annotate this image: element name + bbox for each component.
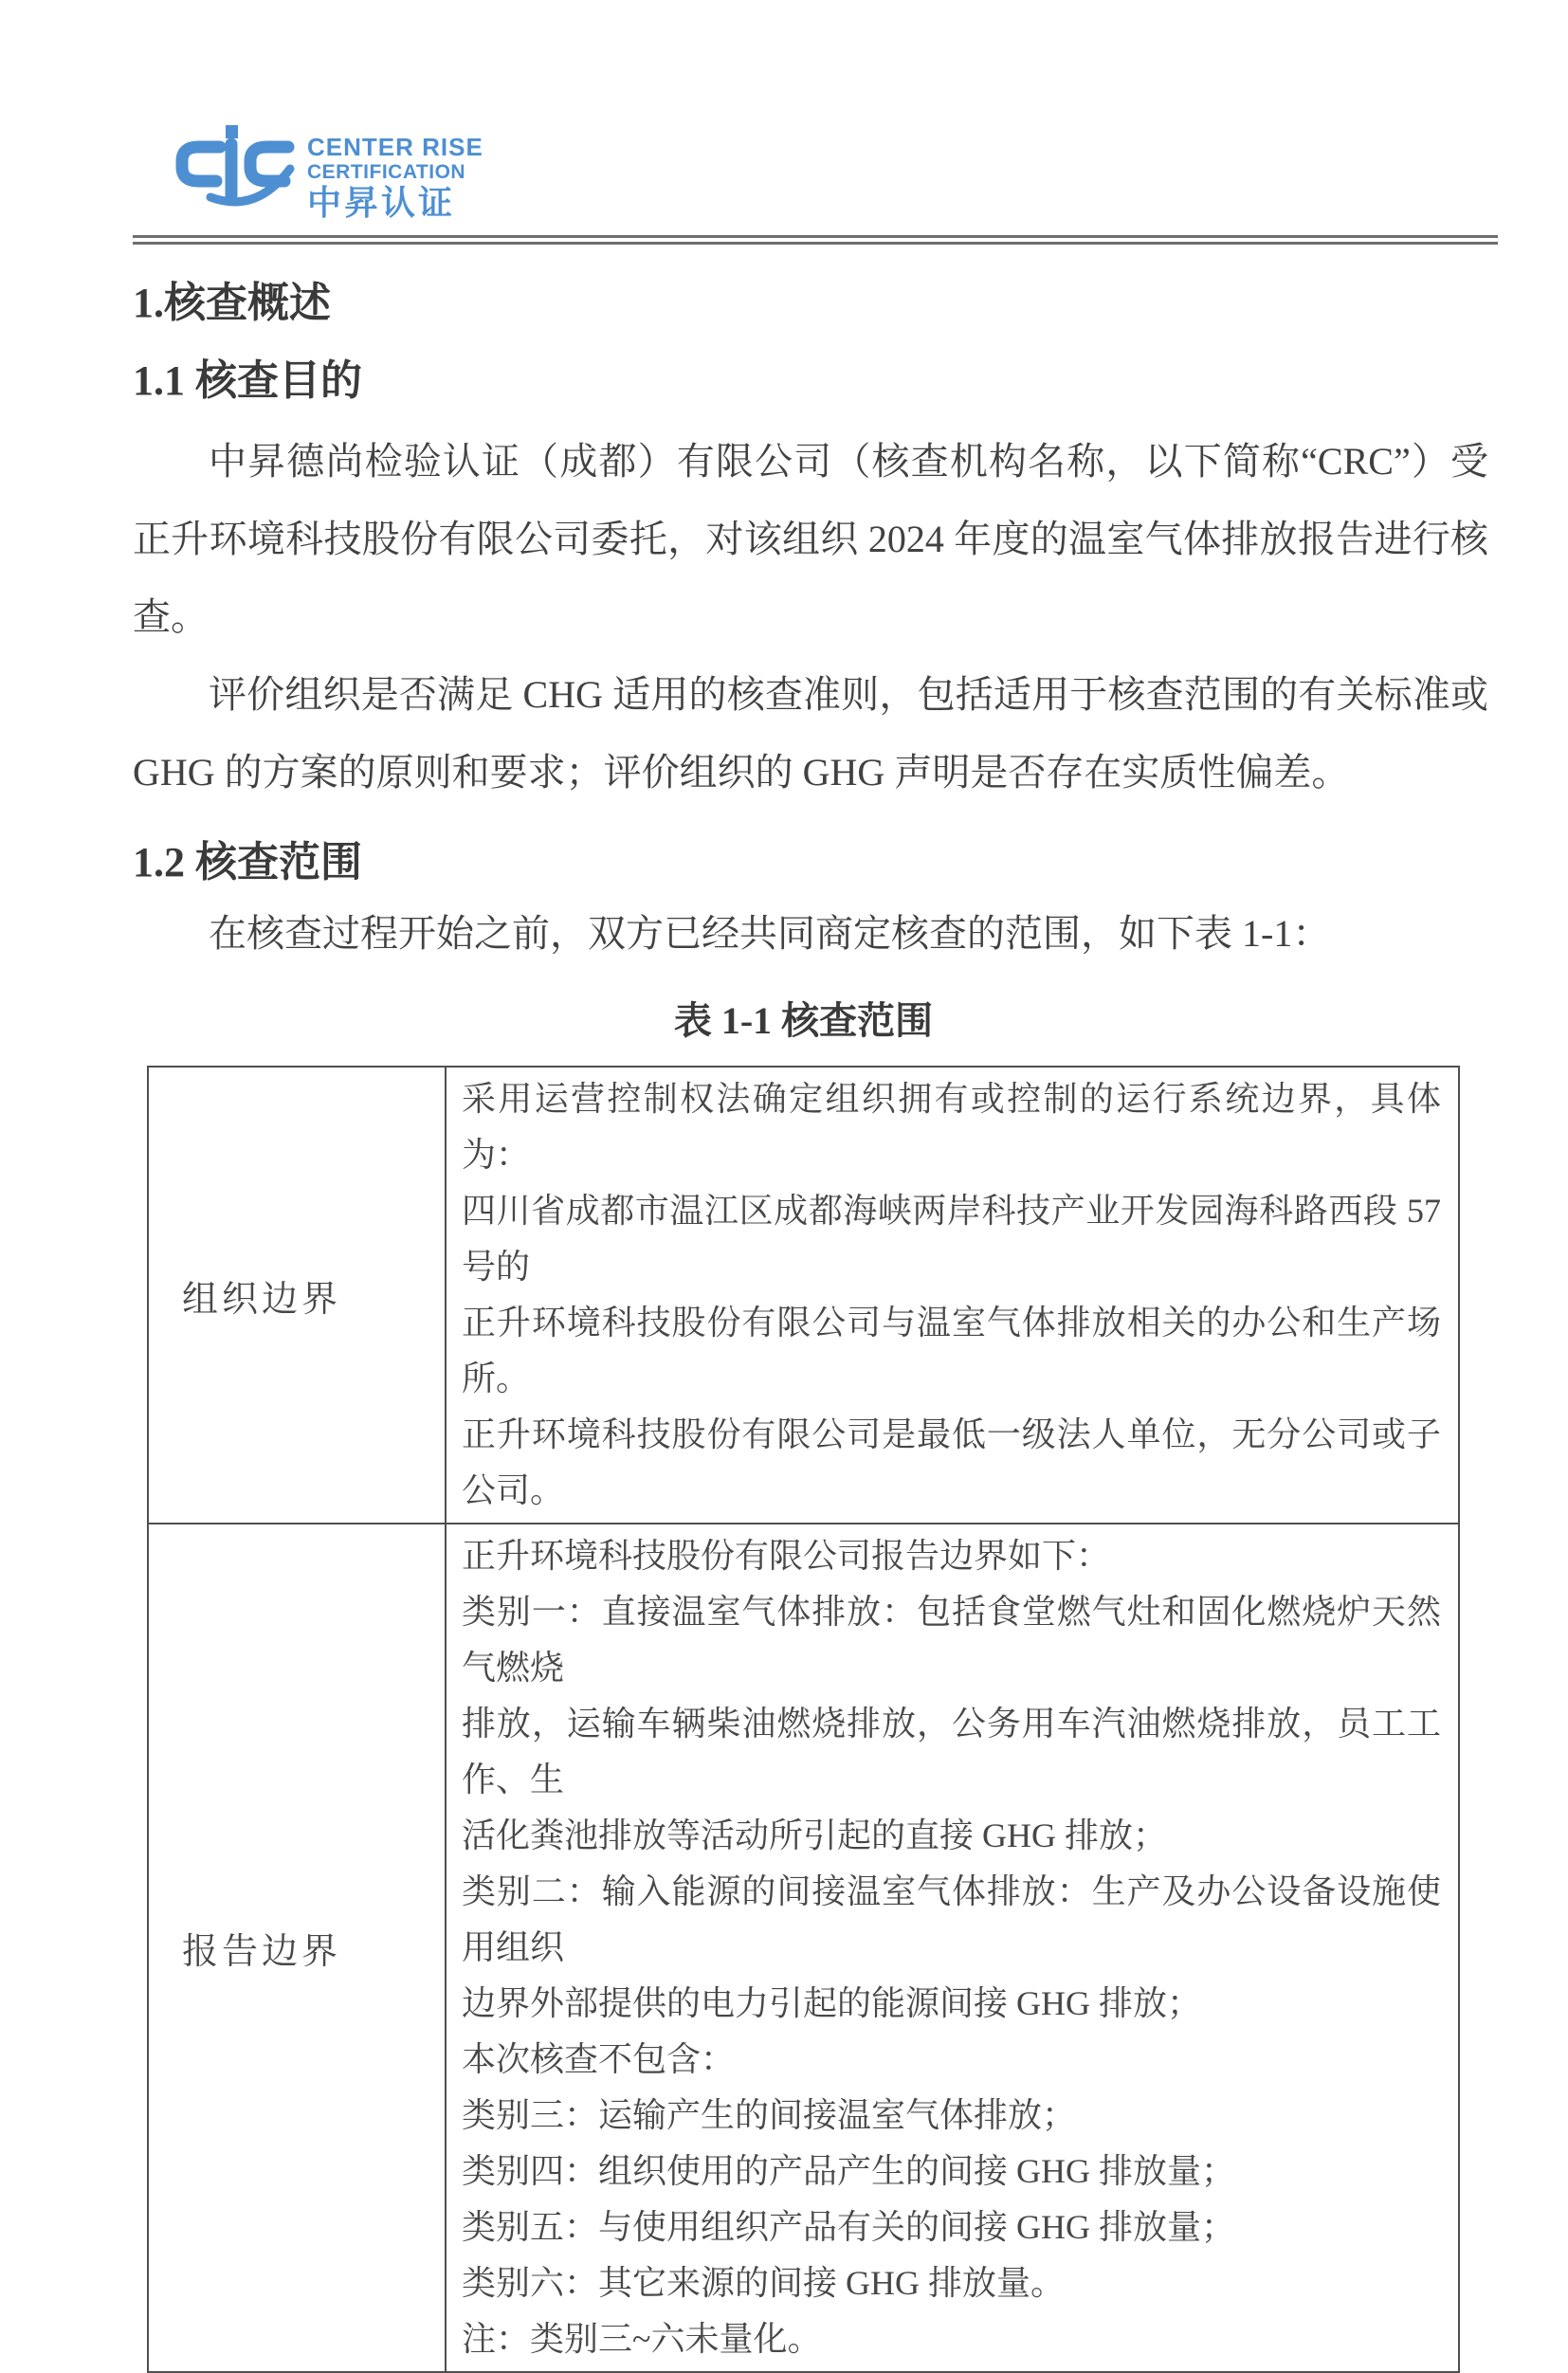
section-heading-scope: 1.2 核查范围	[133, 839, 362, 885]
table-text-line: 类别三：运输产生的间接温室气体排放；	[462, 2096, 1077, 2134]
section-heading-overview: 1.核查概述	[133, 280, 331, 326]
logo-text-block	[307, 121, 483, 220]
row-content-reporting-boundary	[446, 1524, 1459, 2372]
paragraph-scope-intro: 在核查过程开始之前，双方已经共同商定核查的范围，如下表 1-1：	[209, 912, 1331, 955]
header-divider	[133, 235, 1498, 245]
row-content-organization-boundary	[446, 1067, 1459, 1524]
table-text-line: 采用运营控制权法确定组织拥有或控制的运行系统边界，具体为：	[462, 1080, 1441, 1174]
logo-text-certification: CERTIFICATION	[307, 161, 466, 183]
row-label-organization-boundary: 组织边界	[148, 1067, 446, 1524]
section-heading-purpose: 1.1 核查目的	[133, 357, 362, 404]
table-text-line: 边界外部提供的电力引起的能源间接 GHG 排放；	[462, 1984, 1201, 2022]
table-text-line: 活化粪池排放等活动所引起的直接 GHG 排放；	[462, 1816, 1167, 1854]
table-text-line: 类别一：直接温室气体排放：包括食堂燃气灶和固化燃烧炉天然气燃烧	[462, 1593, 1441, 1687]
table-text-line: 正升环境科技股份有限公司与温室气体排放相关的办公和生产场所。	[462, 1304, 1441, 1397]
table-row-reporting-boundary	[148, 1524, 1459, 2372]
paragraph-verification-criteria: 评价组织是否满足 CHG 适用的核查准则，包括适用于核查范围的有关标准或 GHG 的方案的原则和要求；评价组织的 GHG 声明是否存在实质性偏差。	[133, 673, 1488, 794]
table-text-line: 本次核查不包含：	[462, 2040, 736, 2078]
document-body	[133, 279, 1488, 2373]
table-caption: 表 1-1 核查范围	[673, 999, 934, 1042]
table-row-organization-boundary	[148, 1067, 1459, 1524]
table-text-line: 类别二：输入能源的间接温室气体排放：生产及办公设备设施使用组织	[462, 1872, 1441, 1966]
crc-logo-icon	[173, 121, 298, 207]
logo-text-center-rise: CENTER RISE	[307, 133, 483, 161]
logo-text-chinese-name: 中昇认证	[307, 183, 456, 222]
table-text-line: 正升环境科技股份有限公司报告边界如下：	[462, 1537, 1111, 1575]
table-text-line: 类别四：组织使用的产品产生的间接 GHG 排放量；	[462, 2152, 1235, 2190]
paragraph-verification-commission: 中昇德尚检验认证（成都）有限公司（核查机构名称，以下简称“CRC”）受正升环境科技股份有限公司委托，对该组织 2024 年度的温室气体排放报告进行核查。	[133, 440, 1488, 638]
row-label-reporting-boundary: 报告边界	[148, 1524, 446, 2372]
document-page	[0, 121, 1568, 2358]
table-text-line: 类别六：其它来源的间接 GHG 排放量。	[462, 2264, 1065, 2302]
table-text-line: 注：类别三~六未量化。	[462, 2320, 822, 2358]
table-text-line: 四川省成都市温江区成都海峡两岸科技产业开发园海科路西段 57 号的	[462, 1192, 1441, 1286]
table-text-line: 排放，运输车辆柴油燃烧排放，公务用车汽油燃烧排放，员工工作、生	[462, 1705, 1441, 1798]
letterhead	[133, 121, 1488, 245]
scope-table	[147, 1066, 1460, 2373]
company-logo	[173, 121, 1488, 222]
table-text-line: 类别五：与使用组织产品有关的间接 GHG 排放量；	[462, 2208, 1235, 2246]
table-text-line: 正升环境科技股份有限公司是最低一级法人单位，无分公司或子公司。	[462, 1415, 1441, 1509]
